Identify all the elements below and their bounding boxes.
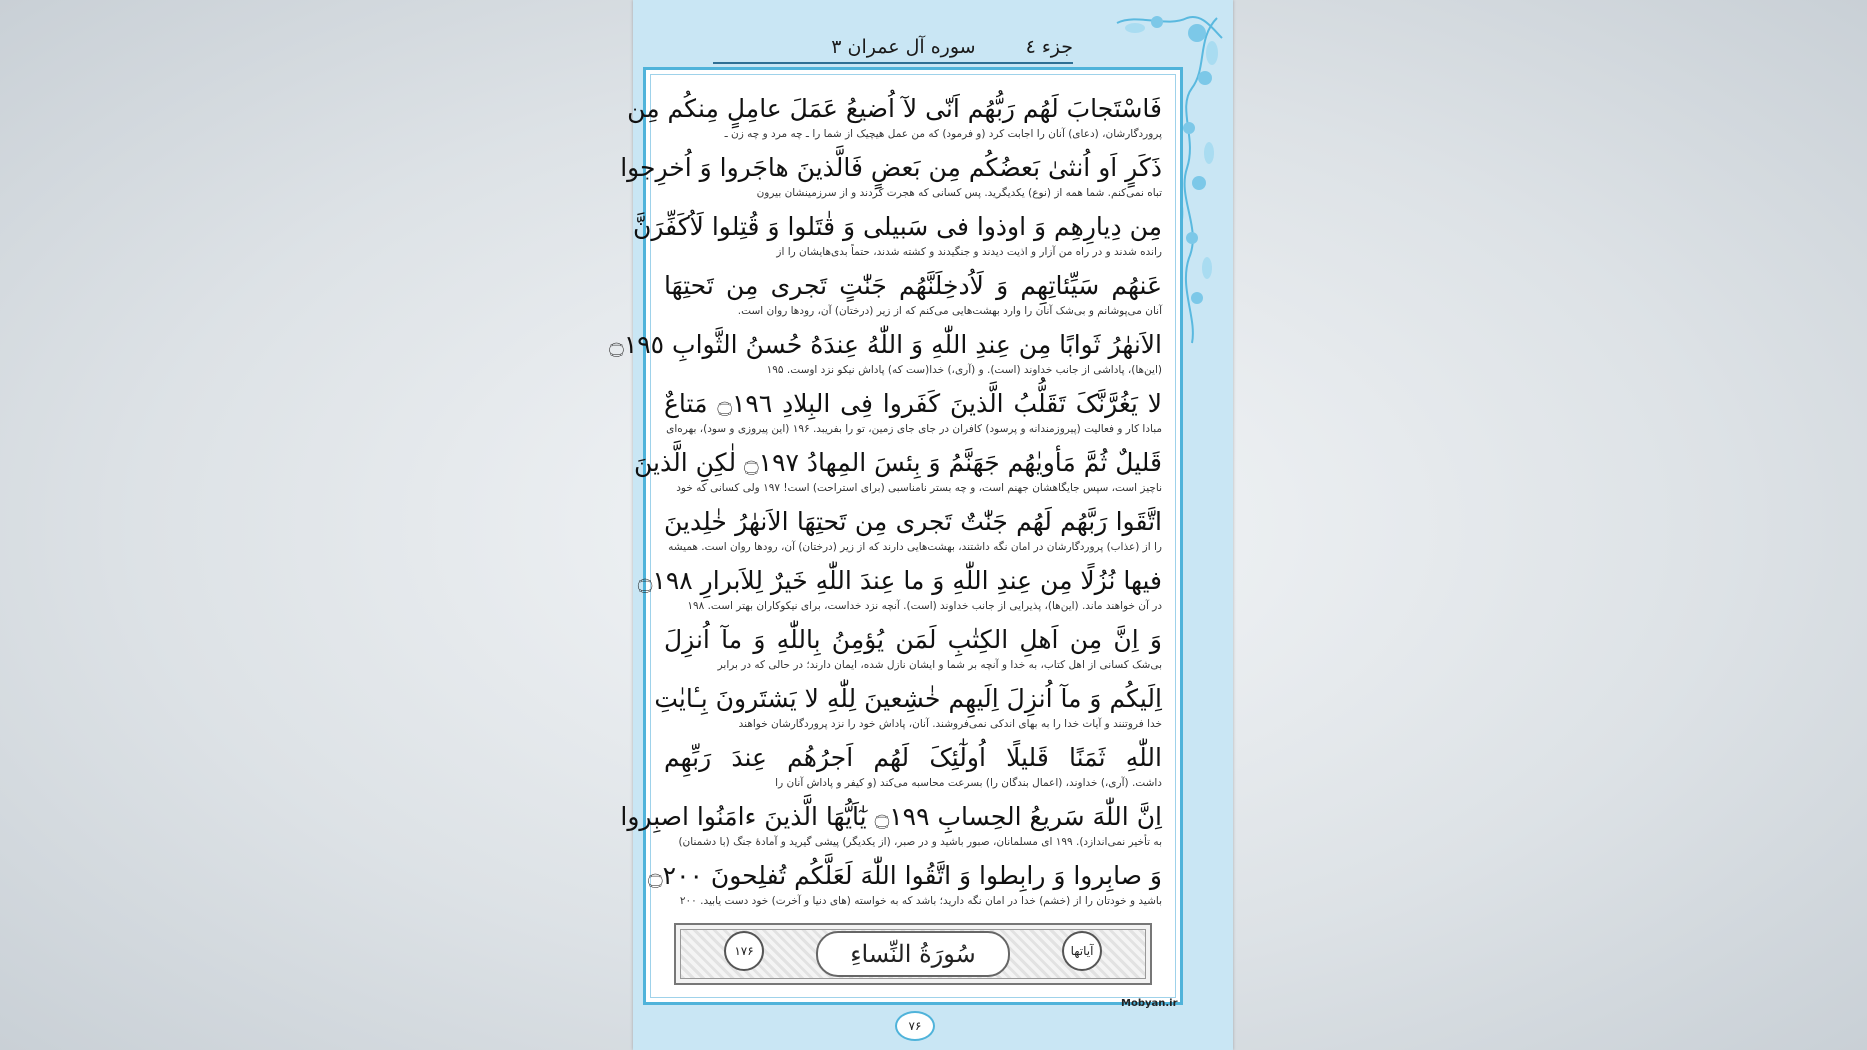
surah-header-label: سوره آل عمران ۳ bbox=[831, 36, 976, 58]
surah-banner bbox=[674, 923, 1152, 985]
arabic-text: فیها نُزُلًا مِن عِندِ اللّٰهِ وَ ما عِندَ اللّٰهِ خَیرٌ لِلاَبرارِ ۝١٩٨ bbox=[637, 566, 1162, 595]
verse-line bbox=[654, 682, 1162, 741]
translation-text: ناچیز است، سپس جایگاهشان جهنم است، و چه بستر نامناسبی (برای استراحت) است! ۱۹۷ ولی کسانی که خود bbox=[676, 482, 1162, 494]
translation-text: در آن خواهند ماند. (این‌ها)، پذیرایی از جانب خداوند (است). آنچه نزد خداست، برای نیکوکاران بهتر است. ۱۹۸ bbox=[687, 600, 1162, 612]
translation-text: را از (عذاب) پروردگارشان در امان نگه داشتند، بهشت‌هایی دارند که از زیر (درختان) آن، رودها روان است. همیشه bbox=[668, 541, 1162, 553]
arabic-text: اللّٰهِ ثَمَنًا قَلیلًا اُولٰٓئِکَ لَهُم اَجرُهُم عِندَ رَبِّهِم bbox=[664, 743, 1162, 772]
translation-text: رانده شدند و در راه من آزار و اذیت دیدند و جنگیدند و کشته شدند، حتماً بدی‌هایشان را از bbox=[776, 246, 1162, 258]
translation-text: به تأخیر نمی‌اندازد). ۱۹۹ ای مسلمانان، صبور باشید و در صبر، (از یکدیگر) پیشی گیرید و آمادهٔ جنگ (با دشمنان) bbox=[678, 836, 1162, 848]
translation-text: پروردگارشان، (دعای) آنان را اجابت کرد (و فرمود) که من عمل هیچیک از شما را ـ چه مرد و چه زن ـ bbox=[724, 128, 1162, 140]
translation-text: بی‌شک کسانی از اهل کتاب، به خدا و آنچه بر شما و ایشان نازل شده، ایمان دارند؛ در حالی که در برابر bbox=[717, 659, 1162, 671]
translation-text: تباه نمی‌کنم. شما همه از (نوع) یکدیگرید. پس کسانی که هجرت کردند و از سرزمینشان بیرون bbox=[756, 187, 1162, 199]
translation-text: باشید و خودتان را از (خشم) خدا در امان نگه دارید؛ باشد که به خواسته (های دنیا و آخرت) خود دست یابید. ۲۰۰ bbox=[679, 895, 1162, 907]
arabic-text: ذَکَرٍ اَو اُنثیٰ بَعضُکُم مِن بَعضٍ فَالَّذینَ هاجَروا وَ اُخرِجوا bbox=[620, 153, 1162, 182]
arabic-text: اتَّقَوا رَبَّهُم لَهُم جَنّٰتٌ تَجری مِن تَحتِهَا الاَنهٰرُ خٰلِدینَ bbox=[664, 507, 1162, 536]
verse-line bbox=[664, 505, 1162, 564]
arabic-text: اِنَّ اللّٰهَ سَریعُ الحِسابِ ۝١٩٩ یٰٓاَیُّهَا الَّذینَ ءامَنُوا اصبِروا bbox=[620, 802, 1162, 831]
verse-line bbox=[627, 92, 1162, 151]
juz-label: جزء ٤ bbox=[1025, 36, 1073, 58]
page-header bbox=[713, 30, 1073, 64]
translation-text: خدا فروتنند و آیات خدا را به بهای اندکی نمی‌فروشند. آنان، پاداش خود را نزد پروردگارشان خواهند bbox=[738, 718, 1162, 730]
arabic-text: مِن دِیارِهِم وَ اوذوا فی سَبیلی وَ قٰتَلوا وَ قُتِلوا لَاُکَفِّرَنَّ bbox=[632, 212, 1162, 241]
translation-text: مبادا کار و فعالیت (پیروزمندانه و پرسود) کافران در جای جای زمین، تو را بفریبد. ۱۹۶ (این پیروزی و سود)، بهره‌ای bbox=[666, 423, 1162, 435]
verse-line bbox=[648, 859, 1162, 918]
verse-line bbox=[637, 564, 1162, 623]
verse-line bbox=[620, 151, 1162, 210]
page-number: ۷۶ bbox=[895, 1011, 935, 1041]
watermark: Mobyan.ir bbox=[1121, 998, 1178, 1009]
arabic-text: قَلیلٌ ثُمَّ مَأویٰهُم جَهَنَّمُ وَ بِئسَ المِهادُ ۝١٩٧ لٰکِنِ الَّذینَ bbox=[634, 448, 1162, 477]
verse-line bbox=[620, 800, 1162, 859]
verse-line bbox=[632, 210, 1162, 269]
verse-lines bbox=[609, 92, 1162, 918]
translation-text: آنان می‌پوشانم و بی‌شک آنان را وارد بهشت‌هایی می‌کنم که از زیر (درختان) آن، رودها روان است. bbox=[737, 305, 1162, 317]
verse-line bbox=[664, 387, 1162, 446]
translation-text: (این‌ها)، پاداشی از جانب خداوند (است). و (آری،) خدا(ست که) پاداش نیکو نزد اوست. ۱۹۵ bbox=[766, 364, 1162, 376]
verses-label-circle: آیاتها bbox=[1062, 931, 1102, 971]
arabic-text: عَنهُم سَیِّئاتِهِم وَ لَاُدخِلَنَّهُم جَنّٰتٍ تَجری مِن تَحتِهَا bbox=[664, 271, 1162, 300]
verse-line bbox=[664, 623, 1162, 682]
text-frame bbox=[609, 67, 1183, 1005]
arabic-text: لا یَغُرَّنَّکَ تَقَلُّبُ الَّذینَ کَفَروا فِی البِلادِ ۝١٩٦ مَتاعٌ bbox=[664, 389, 1162, 418]
arabic-text: الاَنهٰرُ ثَوابًا مِن عِندِ اللّٰهِ وَ اللّٰهُ عِندَهُ حُسنُ الثَّوابِ ۝١٩٥ bbox=[609, 330, 1162, 359]
mushaf-page bbox=[609, 0, 1233, 1050]
surah-title: سُورَةُ النِّساءِ bbox=[816, 931, 1010, 977]
verse-line bbox=[664, 741, 1162, 800]
verse-count-circle: ۱۷۶ bbox=[724, 931, 764, 971]
arabic-text: وَ صابِروا وَ رابِطوا وَ اتَّقُوا اللّٰهَ لَعَلَّکُم تُفلِحونَ ۝٢٠٠ bbox=[648, 861, 1162, 890]
verse-line bbox=[634, 446, 1162, 505]
verse-line bbox=[664, 269, 1162, 328]
arabic-text: وَ اِنَّ مِن اَهلِ الکِتٰبِ لَمَن یُؤمِنُ بِاللّٰهِ وَ مآ اُنزِلَ bbox=[664, 625, 1162, 654]
verse-line bbox=[609, 328, 1162, 387]
translation-text: داشت. (آری،) خداوند، (اعمال بندگان را) بسرعت محاسبه می‌کند (و کیفر و پاداش آنان را bbox=[775, 777, 1162, 789]
arabic-text: اِلَیکُم وَ مآ اُنزِلَ اِلَیهِم خٰشِعینَ لِلّٰهِ لا یَشتَرونَ بِـٔایٰتِ bbox=[654, 684, 1162, 713]
arabic-text: فَاسْتَجابَ لَهُم رَبُّهُم اَنّی لآ اُضیعُ عَمَلَ عامِلٍ مِنکُم مِن bbox=[627, 94, 1162, 123]
